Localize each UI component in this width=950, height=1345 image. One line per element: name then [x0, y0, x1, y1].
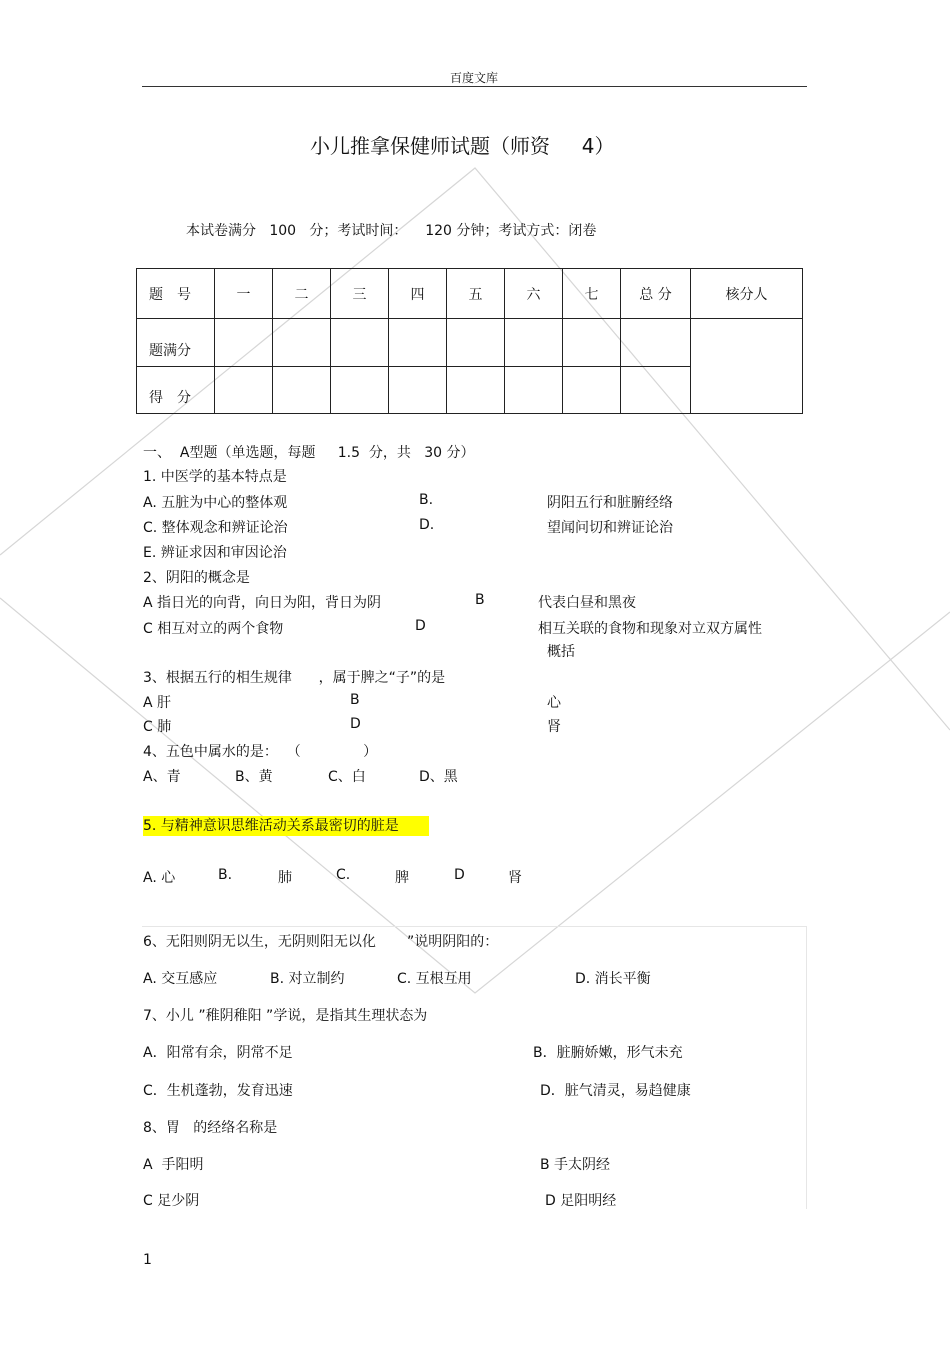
section-heading: 一、 A型题（单选题，每题 1.5 分，共 30 分） — [143, 445, 475, 461]
exam-info: 本试卷满分 100 分；考试时间： 120 分钟；考试方式：闭卷 — [186, 223, 597, 239]
question-4-option-b: B、黄 — [235, 769, 273, 785]
header-cell-checker: 核分人 — [691, 269, 803, 319]
table-cell — [273, 319, 331, 367]
question-3-stem: 3、根据五行的相生规律 ，属于脾之“子”的是 — [143, 670, 446, 686]
question-2-option-b: 代表白昼和黑夜 — [538, 595, 636, 611]
page-title: 小儿推拿保健师试题（师资 4） — [310, 134, 615, 158]
question-5-option-b: 肺 — [278, 870, 292, 886]
question-2-stem: 2、阴阳的概念是 — [143, 570, 250, 586]
question-1-option-e: E. 辨证求因和审因论治 — [143, 545, 287, 561]
question-2-option-c: C 相互对立的两个食物 — [143, 621, 284, 637]
question-2-option-b-letter: B — [475, 592, 485, 608]
header-cell-6: 六 — [505, 269, 563, 319]
question-8-stem: 8、胃 的经络名称是 — [143, 1120, 278, 1136]
question-8-option-a: A 手阳明 — [143, 1157, 204, 1173]
question-3-option-c: C 肺 — [143, 719, 172, 735]
question-8-option-b: B 手太阴经 — [540, 1157, 611, 1173]
question-7-stem: 7、小儿 ”稚阴稚阳 ”学说，是指其生理状态为 — [143, 1008, 428, 1024]
row-label-full-score: 题满分 — [137, 319, 215, 367]
question-box — [142, 926, 807, 1209]
question-1-option-a: A. 五脏为中心的整体观 — [143, 495, 288, 511]
question-3-option-b-letter: B — [350, 692, 360, 708]
question-5-option-d-letter: D — [454, 867, 465, 883]
question-2-option-a: A 指日光的向背，向日为阳，背日为阴 — [143, 595, 382, 611]
question-6-stem: 6、无阳则阴无以生，无阴则阳无以化 ”说明阴阳的： — [143, 934, 499, 950]
table-cell — [215, 367, 273, 414]
header-cell-2: 二 — [273, 269, 331, 319]
table-cell — [621, 367, 691, 414]
table-cell — [389, 367, 447, 414]
question-8-option-c: C 足少阴 — [143, 1193, 200, 1209]
question-4-option-c: C、白 — [328, 769, 366, 785]
header-rule — [142, 86, 807, 87]
table-cell — [215, 319, 273, 367]
table-cell — [447, 367, 505, 414]
question-1-stem: 1. 中医学的基本特点是 — [143, 469, 287, 485]
row-label-score: 得 分 — [137, 367, 215, 414]
question-5-option-a: A. 心 — [143, 870, 176, 886]
question-7-option-d: D．脏气清灵，易趋健康 — [540, 1083, 691, 1099]
question-1-option-d: 望闻问切和辨证论治 — [547, 520, 673, 536]
header-cell-3: 三 — [331, 269, 389, 319]
question-4-option-d: D、黑 — [419, 769, 458, 785]
table-cell — [563, 367, 621, 414]
table-cell — [505, 319, 563, 367]
question-5-stem-highlighted — [143, 815, 429, 835]
question-5-option-b-letter: B. — [218, 867, 233, 883]
question-1-option-c: C. 整体观念和辨证论治 — [143, 520, 288, 536]
question-3-option-d: 肾 — [547, 719, 561, 735]
question-1-option-b: 阴阳五行和脏腑经络 — [547, 495, 673, 511]
table-cell — [331, 367, 389, 414]
page-number: 1 — [143, 1252, 152, 1268]
question-2-option-d-cont: 概括 — [547, 644, 575, 660]
table-cell — [563, 319, 621, 367]
question-3-option-a: A 肝 — [143, 695, 172, 711]
question-5-stem: 5. 与精神意识思维活动关系最密切的脏是 — [143, 816, 429, 836]
header-cell-4: 四 — [389, 269, 447, 319]
question-6-option-a: A. 交互感应 — [143, 971, 218, 987]
question-5-option-c-letter: C. — [336, 867, 351, 883]
table-cell — [621, 319, 691, 367]
question-1-option-b-letter: B. — [419, 492, 434, 508]
question-7-option-b: B．脏腑娇嫩，形气未充 — [533, 1045, 683, 1061]
header-cell-number: 题 号 — [137, 269, 215, 319]
table-cell — [331, 319, 389, 367]
question-1-option-d-letter: D. — [419, 517, 435, 533]
table-cell — [505, 367, 563, 414]
question-6-option-d: D. 消长平衡 — [575, 971, 651, 987]
score-table — [136, 268, 803, 414]
table-cell-checker-merged — [691, 319, 803, 414]
question-2-option-d: 相互关联的食物和现象对立双方属性 — [538, 621, 762, 637]
question-5-option-c: 脾 — [395, 870, 409, 886]
question-7-option-c: C．生机蓬勃，发育迅速 — [143, 1083, 293, 1099]
question-8-option-d: D 足阳明经 — [545, 1193, 617, 1209]
header-cell-5: 五 — [447, 269, 505, 319]
page-header: 百度文库 — [450, 71, 499, 85]
table-cell — [447, 319, 505, 367]
header-cell-7: 七 — [563, 269, 621, 319]
header-cell-total: 总 分 — [621, 269, 691, 319]
header-cell-1: 一 — [215, 269, 273, 319]
question-6-option-b: B. 对立制约 — [270, 971, 345, 987]
table-cell — [273, 367, 331, 414]
question-2-option-d-letter: D — [415, 618, 426, 634]
question-5-option-d: 肾 — [508, 870, 522, 886]
question-3-option-b: 心 — [547, 695, 561, 711]
table-cell — [389, 319, 447, 367]
question-6-option-c: C. 互根互用 — [397, 971, 472, 987]
question-7-option-a: A．阳常有余，阴常不足 — [143, 1045, 293, 1061]
question-3-option-d-letter: D — [350, 716, 361, 732]
question-4-option-a: A、青 — [143, 769, 181, 785]
question-4-stem: 4、五色中属水的是： （ ） — [143, 744, 378, 760]
